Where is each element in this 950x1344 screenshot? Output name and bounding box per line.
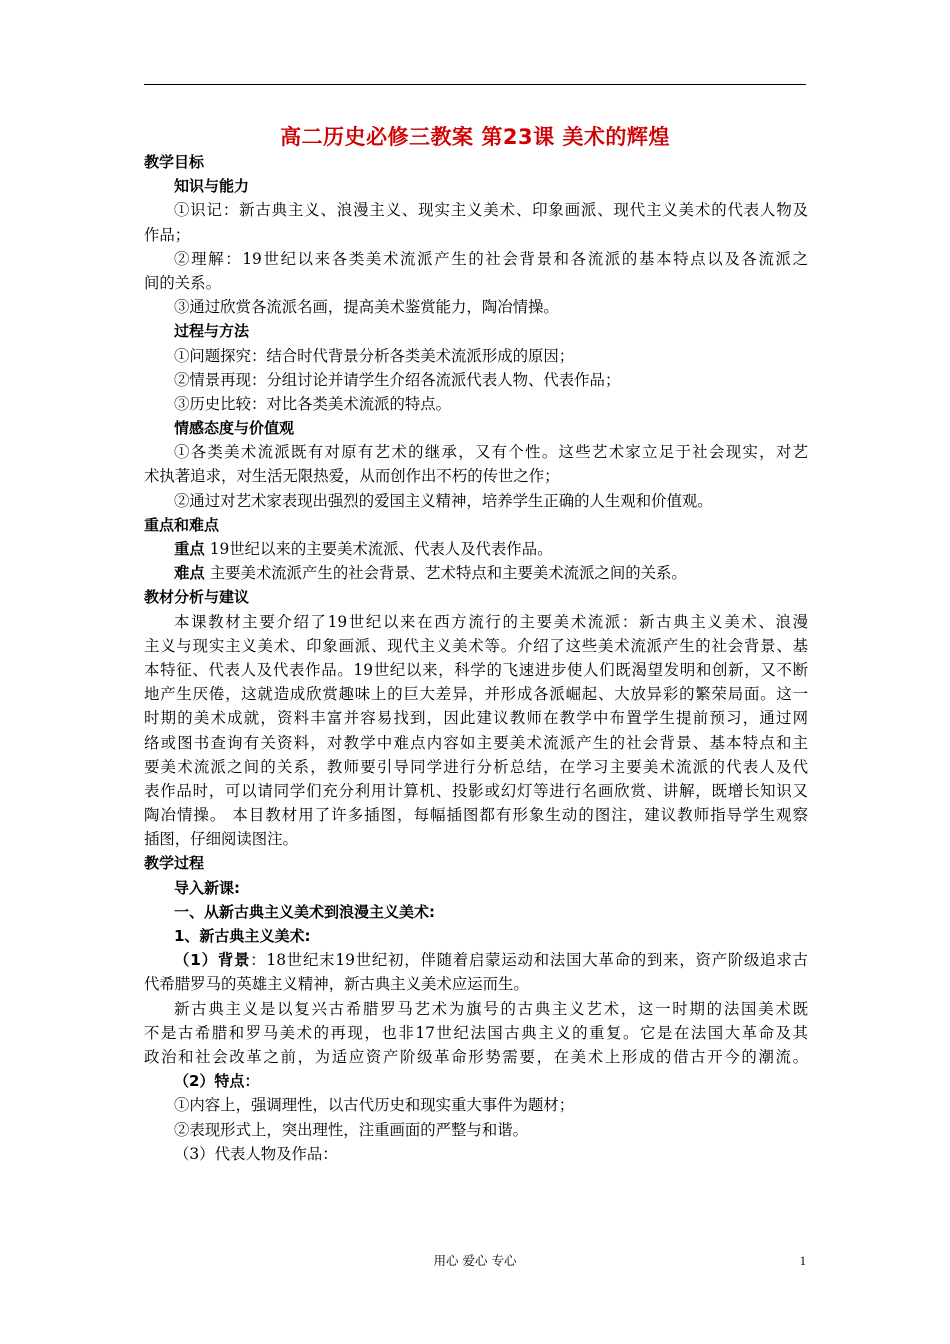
key-label: 重点	[174, 540, 205, 558]
section-heading-process-main: 教学过程	[144, 854, 205, 873]
document-title: 高二历史必修三教案 第23课 美术的辉煌	[280, 125, 670, 149]
paragraph-line: ③通过欣赏各流派名画，提高美术鉴赏能力，陶冶情操。	[174, 298, 559, 317]
key-text: 19世纪以来的主要美术流派、代表人及代表作品。	[204, 540, 553, 558]
subheading-intro: 导入新课:	[174, 878, 240, 897]
difficulty-text: 主要美术流派产生的社会背景、艺术特点和主要美术流派之间的关系。	[204, 564, 687, 583]
section-heading-key: 重点和难点	[144, 515, 220, 534]
paragraph-line: ②情景再现：分组讨论并请学生介绍各流派代表人物、代表作品；	[174, 370, 621, 389]
paragraph-line: 代希腊罗马的英雄主义精神，新古典主义美术应运而生。	[144, 975, 529, 994]
subheading-neoclassical: 1、新古典主义美术:	[174, 927, 311, 945]
paragraph-line: ②理解：19世纪以来各类美术流派产生的社会背景和各流派的基本特点以及各流派之	[174, 249, 808, 268]
background-text: ：18世纪末19世纪初，伴随着启蒙运动和法国大革命的到来，资产阶级追求古	[250, 951, 808, 970]
paragraph-line: 表作品时，可以请同学们充分利用计算机、投影或幻灯等进行名画欣赏、讲解，既增长知识又	[144, 781, 808, 800]
page-footer	[144, 1251, 806, 1271]
paragraph-line: ③历史比较：对比各类美术流派的特点。	[174, 394, 452, 413]
paragraph-line: 插图，仔细阅读图注。	[144, 830, 298, 849]
paragraph-line: 主义与现实主义美术、印象画派、现代主义美术等。介绍了这些美术流派产生的社会背景、基	[144, 636, 808, 655]
paragraph-line: 本课教材主要介绍了19世纪以来在西方流行的主要美术流派：新古典主义美术、浪漫	[174, 612, 808, 631]
paragraph-line: 时期的美术成就，资料丰富并容易找到，因此建议教师在教学中布置学生提前预习，通过网	[144, 709, 808, 728]
paragraph-line: 政治和社会改革之前，为适应资产阶级革命形势需要，在美术上形成的借古开今的潮流。	[144, 1047, 808, 1066]
paragraph-line: 陶冶情操。 本目教材用了许多插图，每幅插图都有形象生动的图注，建议教师指导学生观察	[144, 806, 808, 825]
paragraph-line: 地产生厌倦，这就造成欣赏趣味上的巨大差异，并形成各派崛起、大放异彩的繁荣局面。这一	[144, 685, 808, 704]
paragraph-line: 络或图书查询有关资料，对教学中难点内容如主要美术流派产生的社会背景、基本特点和主	[144, 733, 808, 752]
paragraph-line: ①内容上，强调理性，以古代历史和现实重大事件为题材；	[174, 1096, 575, 1115]
paragraph-line: 要美术流派之间的关系，教师要引导同学进行分析总结，在学习主要美术流派的代表人及代	[144, 757, 808, 776]
header-rule	[144, 84, 806, 85]
subheading-process: 过程与方法	[174, 322, 250, 341]
key-point-line	[144, 537, 808, 561]
page-number: 1	[799, 1254, 806, 1268]
subheading-values: 情感态度与价值观	[174, 419, 295, 438]
document-body	[144, 150, 808, 1166]
section-heading-analysis: 教材分析与建议	[144, 588, 250, 607]
paragraph-line: ①各类美术流派既有对原有艺术的继承，又有个性。这些艺术家立足于社会现实，对艺	[174, 443, 808, 462]
background-line	[144, 948, 808, 972]
paragraph-line: ①问题探究：结合时代背景分析各类美术流派形成的原因；	[174, 346, 575, 365]
section-heading-goals: 教学目标	[144, 153, 205, 171]
paragraph-line: 不是古希腊和罗马美术的再现，也非17世纪法国古典主义的重复。它是在法国大革命及其	[144, 1023, 808, 1042]
footer-slogan: 用心 爱心 专心	[433, 1253, 517, 1268]
paragraph-line: 本特征、代表人及代表作品。19世纪以来，科学的飞速进步使人们既渴望发明和创新，又不断	[144, 660, 808, 679]
background-label: （1）背景	[174, 951, 251, 970]
paragraph-line: 间的关系。	[144, 273, 221, 292]
paragraph-line: ②表现形式上，突出理性，注重画面的严整与和谐。	[174, 1120, 528, 1139]
subheading-part1: 一、从新古典主义美术到浪漫主义美术:	[174, 902, 436, 921]
representatives-label: （3）代表人物及作品：	[174, 1144, 338, 1163]
difficulty-line	[144, 561, 808, 585]
subheading-knowledge: 知识与能力	[174, 177, 250, 196]
paragraph-line: 作品；	[144, 225, 191, 244]
paragraph-line: ②通过对艺术家表现出强烈的爱国主义精神，培养学生正确的人生观和价值观。	[174, 491, 713, 510]
paragraph-line: 术执著追求，对生活无限热爱，从而创作出不朽的传世之作；	[144, 467, 560, 486]
difficulty-label: 难点	[174, 564, 205, 583]
paragraph-line: ①识记：新古典主义、浪漫主义、现实主义美术、印象画派、现代主义美术的代表人物及	[174, 201, 808, 220]
features-label: （2）特点：	[174, 1072, 260, 1091]
paragraph-line: 新古典主义是以复兴古希腊罗马艺术为旗号的古典主义艺术，这一时期的法国美术既	[174, 999, 808, 1018]
